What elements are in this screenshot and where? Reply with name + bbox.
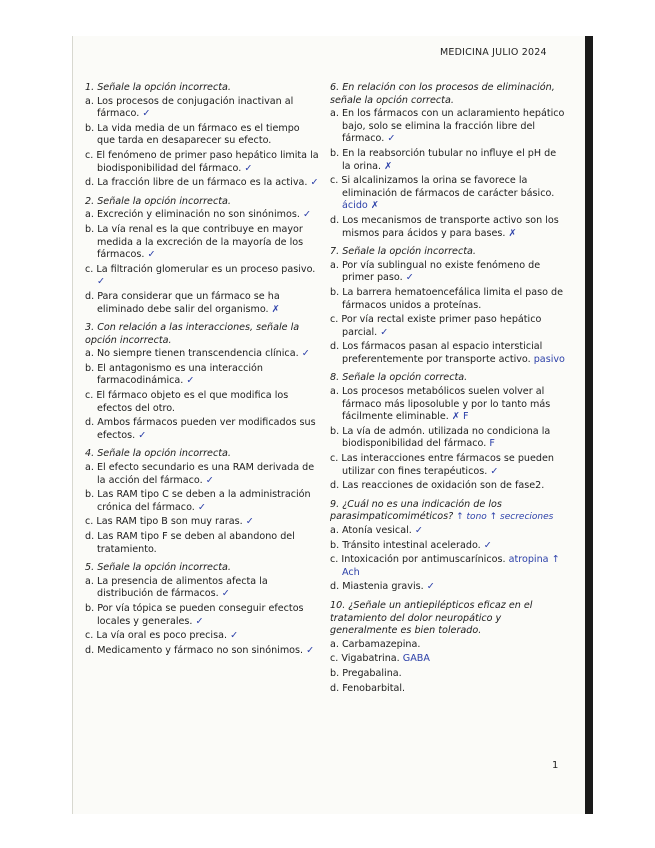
option-letter: b.: [330, 539, 343, 551]
answer-option: [85, 576, 320, 601]
handwritten-mark: ✓: [303, 644, 315, 656]
option-text: Fenobarbital.: [342, 682, 406, 694]
question-title: 3. Con relación a las interacciones, señale la opción incorrecta.: [85, 322, 300, 346]
option-text: La vía de admón. utilizada no condiciona la biodisponibilidad del fármaco.: [342, 425, 551, 450]
question-title: 4. Señale la opción incorrecta.: [85, 448, 231, 460]
option-letter: b.: [85, 489, 98, 501]
option-letter: c.: [85, 390, 97, 402]
answer-option: [330, 540, 565, 553]
question-left-3: [85, 322, 320, 442]
option-letter: d.: [330, 214, 343, 226]
answer-option: [330, 554, 565, 579]
answer-option: [330, 581, 565, 594]
option-text: Intoxicación por antimuscarínicos.: [341, 554, 506, 566]
option-letter: c.: [330, 653, 342, 665]
option-letter: a.: [85, 462, 97, 474]
handwritten-mark: ✓: [202, 474, 214, 486]
right-column: [330, 82, 565, 703]
answer-option: [85, 348, 320, 361]
answer-option: [330, 260, 565, 285]
answer-option: [330, 386, 565, 424]
handwritten-mark: ✓: [411, 525, 423, 536]
handwritten-mark: ✓: [402, 272, 414, 284]
answer-option: [85, 417, 320, 442]
option-letter: a.: [330, 525, 342, 536]
option-text: Si alcalinizamos la orina se favorece la eliminación de fármacos de carácter básico.: [341, 175, 555, 199]
option-text: Para considerar que un fármaco se ha eliminado debe salir del organismo.: [97, 290, 280, 315]
option-letter: d.: [330, 581, 343, 593]
option-letter: b.: [330, 425, 343, 437]
answer-option: [85, 150, 320, 175]
question-left-1: [85, 82, 320, 190]
option-text: El antagonismo es una interacción farmacodinámica.: [97, 362, 263, 387]
option-text: Miastenia gravis.: [342, 581, 424, 593]
option-letter: d.: [85, 290, 98, 302]
option-letter: d.: [85, 177, 98, 189]
handwritten-mark: ✓: [241, 162, 253, 174]
option-text: No siempre tienen transcendencia clínica.: [96, 348, 299, 360]
question-left-2: [85, 196, 320, 316]
scan-edge: [585, 36, 593, 814]
answer-option: [330, 148, 565, 173]
answer-option: [330, 341, 565, 366]
option-text: Las RAM tipo B son muy raras.: [96, 516, 243, 528]
handwritten-mark: ✓: [307, 177, 319, 189]
question-left-5: [85, 562, 320, 657]
question-right-2: [330, 246, 565, 366]
answer-option: [330, 653, 457, 666]
answer-option: [85, 96, 320, 121]
option-letter: b.: [85, 223, 98, 235]
handwritten-mark: ✗ F: [448, 411, 469, 423]
handwritten-mark: ✓: [480, 539, 492, 551]
option-text: Las RAM tipo F se deben al abandono del tratamiento.: [97, 531, 295, 555]
option-letter: d.: [330, 480, 343, 492]
option-text: Por vía tópica se pueden conseguir efectos locales y generales.: [97, 602, 304, 627]
option-letter: c.: [85, 149, 97, 161]
option-text: Excreción y eliminación no son sinónimos.: [96, 209, 300, 221]
option-letter: c.: [330, 314, 342, 326]
answer-option: [85, 177, 320, 190]
option-text: El fenómeno de primer paso hepático limita la biodisponibilidad del fármaco.: [96, 149, 319, 174]
option-letter: b.: [85, 122, 98, 134]
option-text: Los procesos de conjugación inactivan al fármaco.: [96, 95, 294, 120]
question-right-3: [330, 372, 565, 492]
handwritten-mark: pasivo: [530, 353, 565, 365]
answer-option: [85, 531, 320, 556]
answer-option: [330, 683, 457, 696]
option-letter: a.: [330, 108, 342, 120]
handwritten-mark: ✓: [135, 429, 147, 441]
handwritten-mark: ✓: [192, 615, 204, 627]
handwritten-mark: ✓: [194, 501, 206, 513]
page-number: 1: [552, 760, 559, 771]
option-letter: a.: [85, 348, 97, 360]
handwritten-mark: ✓: [227, 630, 239, 642]
answer-option: [330, 215, 565, 240]
option-letter: c.: [85, 516, 97, 528]
answer-option: [85, 264, 320, 289]
option-text: El fármaco objeto es el que modifica los efectos del otro.: [96, 390, 289, 414]
option-letter: a.: [85, 209, 97, 221]
option-letter: b.: [85, 362, 98, 374]
option-letter: c.: [85, 630, 97, 642]
question-right-1: [330, 82, 565, 240]
handwritten-mark: ✓: [299, 209, 311, 221]
handwritten-mark: GABA: [399, 653, 430, 665]
handwritten-mark: ✓: [298, 348, 310, 360]
handwritten-mark: ✓: [384, 133, 396, 145]
option-letter: a.: [330, 386, 342, 398]
option-letter: c.: [330, 175, 342, 187]
question-title: 6. En relación con los procesos de eliminación, señale la opción correcta.: [330, 82, 555, 106]
option-text: La presencia de alimentos afecta la distribución de fármacos.: [96, 575, 268, 600]
handwritten-mark: ✓: [139, 108, 151, 120]
answer-option: [85, 462, 320, 487]
answer-option: [85, 630, 320, 643]
option-letter: c.: [330, 554, 342, 566]
option-text: El efecto secundario es una RAM derivada de la acción del fármaco.: [96, 462, 315, 486]
option-letter: d.: [330, 682, 343, 694]
option-text: Carbamazepina.: [341, 638, 421, 650]
option-text: Los procesos metabólicos suelen volver al fármaco más liposoluble y por lo tanto más fácilmente eliminable.: [341, 386, 551, 423]
answer-option: [85, 603, 320, 628]
options-grid: [330, 639, 565, 697]
handwritten-mark: ácido ✗: [342, 200, 379, 212]
option-text: En los fármacos con un aclaramiento hepático bajo, solo se elimina la fracción libre del fármaco.: [341, 108, 565, 145]
question-left-4: [85, 448, 320, 556]
handwritten-note: ↑ tono ↑ secreciones: [453, 512, 554, 523]
option-text: La fracción libre de un fármaco es la activa.: [97, 177, 308, 189]
handwritten-mark: ✓: [423, 581, 435, 593]
option-text: Por vía rectal existe primer paso hepático parcial.: [341, 314, 542, 338]
option-text: La barrera hematoencefálica limita el paso de fármacos unidos a proteínas.: [342, 286, 564, 311]
answer-option: [330, 314, 565, 339]
question-right-5: [330, 600, 565, 697]
option-text: Medicamento y fármaco no son sinónimos.: [97, 644, 304, 656]
option-text: Las interacciones entre fármacos se pueden utilizar con fines terapéuticos.: [341, 453, 554, 477]
answer-option: [85, 390, 320, 415]
option-text: Tránsito intestinal acelerado.: [342, 539, 481, 551]
option-letter: a.: [330, 638, 342, 650]
handwritten-mark: ✓: [218, 588, 230, 600]
answer-option: [330, 175, 565, 213]
question-title: 1. Señale la opción incorrecta.: [85, 82, 231, 93]
answer-option: [330, 453, 565, 478]
option-letter: d.: [330, 341, 343, 353]
answer-option: [330, 480, 565, 493]
option-letter: d.: [85, 417, 98, 429]
option-text: Los fármacos pasan al espacio intersticial preferentemente por transporte activo.: [342, 341, 543, 365]
answer-option: [85, 224, 320, 262]
answer-option: [330, 426, 565, 451]
option-text: Las RAM tipo C se deben a la administración crónica del fármaco.: [97, 489, 311, 513]
handwritten-mark: ✗: [505, 227, 517, 239]
option-letter: c.: [85, 263, 97, 275]
answer-option: [330, 525, 565, 538]
option-letter: a.: [85, 95, 97, 107]
option-text: En la reabsorción tubular no influye el pH de la orina.: [342, 147, 557, 172]
option-letter: d.: [85, 644, 98, 656]
handwritten-mark: ✓: [242, 516, 254, 528]
option-text: La filtración glomerular es un proceso pasivo.: [96, 263, 316, 275]
option-text: Vigabatrina.: [341, 653, 400, 665]
option-letter: b.: [330, 667, 343, 679]
option-text: Ambos fármacos pueden ver modificados sus efectos.: [97, 417, 316, 441]
handwritten-mark: ✗: [268, 303, 280, 315]
handwritten-mark: atropina ↑ Ach: [342, 554, 560, 578]
option-letter: a.: [85, 575, 97, 587]
answer-option: [85, 516, 320, 529]
question-right-4: [330, 499, 565, 594]
answer-option: [85, 645, 320, 658]
option-letter: b.: [330, 286, 343, 298]
option-text: Por vía sublingual no existe fenómeno de primer paso.: [341, 259, 541, 284]
answer-option: [330, 668, 457, 681]
option-letter: b.: [330, 147, 343, 159]
option-letter: b.: [85, 602, 98, 614]
option-letter: c.: [330, 453, 342, 465]
answer-option: [85, 209, 320, 222]
handwritten-mark: ✓: [144, 249, 156, 261]
handwritten-mark: ✓: [183, 375, 195, 387]
question-title: 9. ¿Cuál no es una indicación de los parasimpaticomiméticos? ↑ tono ↑ secreciones: [330, 498, 554, 523]
handwritten-mark: F: [486, 438, 495, 450]
answer-option: [85, 363, 320, 388]
answer-option: [330, 287, 565, 312]
question-title: 10. ¿Señale un antiepilépticos eficaz en el tratamiento del dolor neuropático y generalmente es bien tolerado.: [330, 599, 533, 637]
answer-option: [85, 489, 320, 514]
option-text: La vía renal es la que contribuye en mayor medida a la excreción de la mayoría de los fármacos.: [97, 223, 304, 261]
option-text: Pregabalina.: [342, 667, 402, 679]
handwritten-mark: ✓: [487, 465, 499, 477]
question-title: 2. Señale la opción incorrecta.: [85, 195, 231, 207]
option-letter: d.: [85, 531, 98, 542]
handwritten-mark: ✗: [381, 160, 393, 172]
question-title: 7. Señale la opción incorrecta.: [330, 246, 476, 258]
handwritten-mark: ✓: [97, 276, 106, 288]
answer-option: [85, 123, 320, 148]
handwritten-mark: ✓: [377, 326, 389, 338]
answer-option: [85, 291, 320, 316]
option-text: La vía oral es poco precisa.: [96, 630, 228, 642]
answer-option: [330, 108, 565, 146]
option-text: Los mecanismos de transporte activo son los mismos para ácidos y para bases.: [342, 214, 559, 239]
question-title: 8. Señale la opción correcta.: [330, 372, 468, 384]
option-text: Las reacciones de oxidación son de fase2.: [342, 480, 545, 492]
option-letter: a.: [330, 259, 342, 271]
option-text: Atonía vesical.: [341, 525, 412, 536]
question-title: 5. Señale la opción incorrecta.: [85, 562, 231, 574]
left-column: [85, 82, 320, 663]
exam-header: MEDICINA JULIO 2024: [440, 47, 547, 58]
option-text: La vida media de un fármaco es el tiempo que tarda en desaparecer su efecto.: [97, 122, 300, 147]
answer-option: [330, 639, 457, 652]
